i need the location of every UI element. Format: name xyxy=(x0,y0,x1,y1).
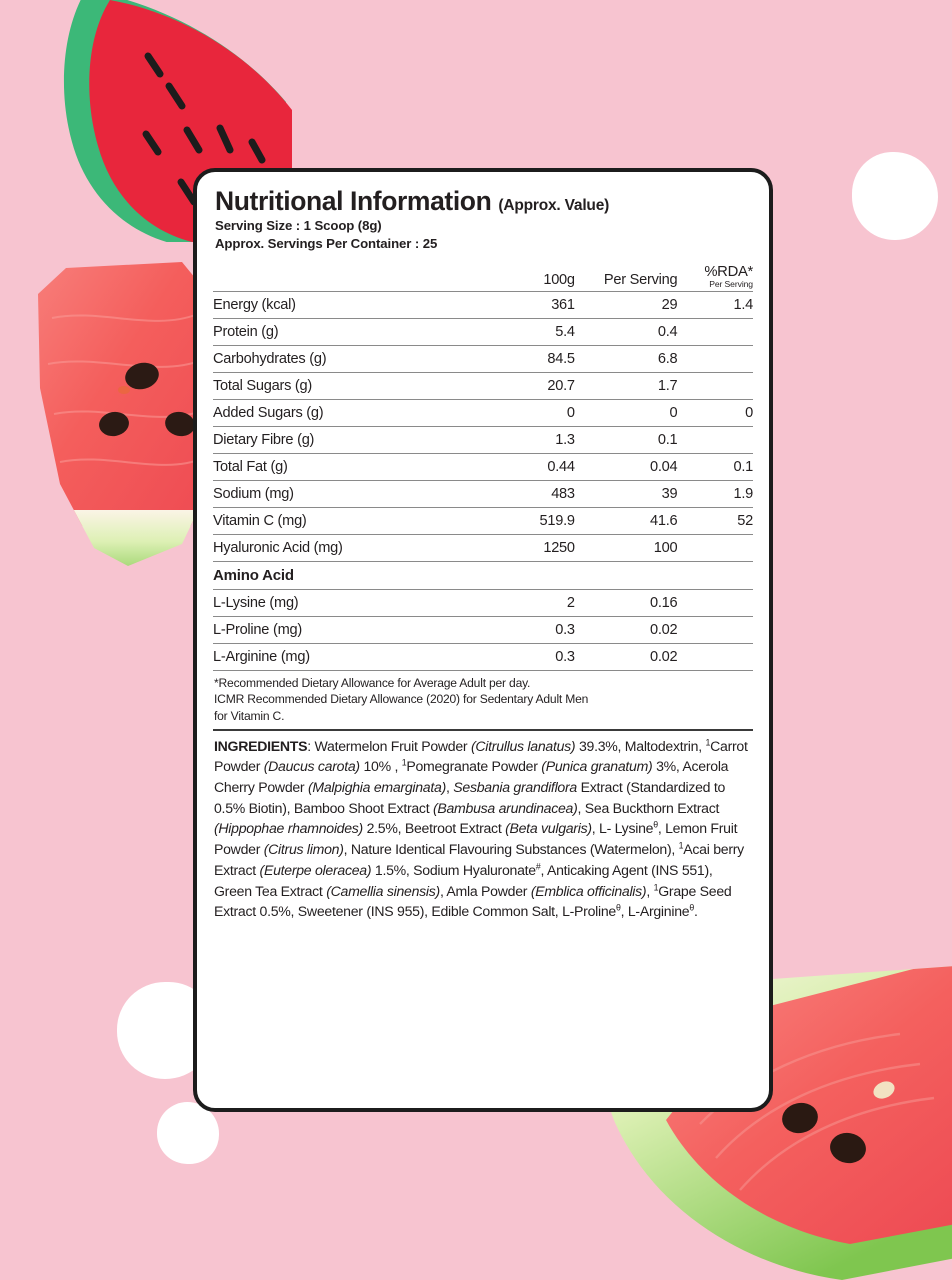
nutrient-name: Carbohydrates (g) xyxy=(213,346,467,373)
column-header-rda-sub: Per Serving xyxy=(709,278,753,289)
nutrient-name: Total Sugars (g) xyxy=(213,373,467,400)
ingredients-label: INGREDIENTS xyxy=(214,737,308,754)
nutrient-100g: 1.3 xyxy=(467,427,575,454)
footnote-line-3: for Vitamin C. xyxy=(214,708,285,723)
nutrient-name: Added Sugars (g) xyxy=(213,400,467,427)
column-header-per-serving: Per Serving xyxy=(603,272,678,289)
nutrient-per-serving: 0.16 xyxy=(575,590,678,617)
nutrient-rda: 0.1 xyxy=(677,454,753,481)
nutrient-name: Total Fat (g) xyxy=(213,454,467,481)
nutrient-name: L-Lysine (mg) xyxy=(213,590,467,617)
nutrient-100g: 84.5 xyxy=(467,346,575,373)
nutrient-100g: 5.4 xyxy=(467,319,575,346)
column-header-rda-main: %RDA* xyxy=(704,263,753,280)
nutrient-rda: 0 xyxy=(677,400,753,427)
column-header-nutrient xyxy=(213,260,467,292)
table-row xyxy=(213,644,753,671)
table-row xyxy=(213,617,753,644)
table-row xyxy=(213,427,753,454)
nutrient-100g: 483 xyxy=(467,481,575,508)
watermelon-photo-left xyxy=(32,248,214,578)
nutrient-rda: 52 xyxy=(677,508,753,535)
nutrition-facts-table xyxy=(213,260,753,670)
nutrient-rda: 1.9 xyxy=(677,481,753,508)
nutrient-per-serving: 1.7 xyxy=(575,373,678,400)
serving-size-text: Serving Size : 1 Scoop (8g) xyxy=(215,217,382,233)
table-row xyxy=(213,346,753,373)
table-header-row xyxy=(213,260,753,292)
nutrient-per-serving: 29 xyxy=(575,292,678,319)
nutrient-per-serving: 6.8 xyxy=(575,346,678,373)
table-row xyxy=(213,508,753,535)
nutrient-per-serving: 0.1 xyxy=(575,427,678,454)
ingredients-block xyxy=(213,736,753,922)
table-row xyxy=(213,454,753,481)
table-row xyxy=(213,481,753,508)
table-header xyxy=(213,260,753,292)
nutrient-name: Energy (kcal) xyxy=(213,292,467,319)
nutrient-name: Protein (g) xyxy=(213,319,467,346)
table-row xyxy=(213,292,753,319)
footnote-block xyxy=(213,671,753,727)
table-row xyxy=(213,319,753,346)
nutrient-name: L-Arginine (mg) xyxy=(213,644,467,671)
nutrient-100g: 0.44 xyxy=(467,454,575,481)
table-row xyxy=(213,535,753,562)
nutrient-rda xyxy=(677,590,753,617)
nutrient-per-serving: 0.02 xyxy=(575,644,678,671)
nutrient-100g: 2 xyxy=(467,590,575,617)
footnote-line-1: *Recommended Dietary Allowance for Average Adult per day. xyxy=(214,676,531,691)
page-title-suffix: (Approx. Value) xyxy=(498,197,610,214)
table-row xyxy=(213,373,753,400)
table-row xyxy=(213,590,753,617)
nutrient-100g: 0 xyxy=(467,400,575,427)
nutrient-rda xyxy=(677,617,753,644)
nutrient-100g: 1250 xyxy=(467,535,575,562)
nutrient-rda xyxy=(677,346,753,373)
nutrient-per-serving: 0.4 xyxy=(575,319,678,346)
nutrient-rda: 1.4 xyxy=(677,292,753,319)
nutrient-rda xyxy=(677,319,753,346)
nutrient-name: Vitamin C (mg) xyxy=(213,508,467,535)
table-section-heading-row xyxy=(213,562,753,590)
nutrient-name: Sodium (mg) xyxy=(213,481,467,508)
nutrient-name: Dietary Fibre (g) xyxy=(213,427,467,454)
ingredients-text: : Watermelon Fruit Powder (Citrullus lanatus) 39.3%, Maltodextrin, $^1$Carrot Powder (Daucus carota) 10% , $^1$Pomegranate Powder (Punica granatum) 3%, Acerola Cherry Powder (Malpighia emarginata), Sesbania grandiflora Extract (Standardized to 0.5% Biotin), Bamboo Shoot Extract (Bambusa arundinacea), Sea Buckthorn Extract (Hippophae rhamnoides) 2.5%, Beetroot Extract (Beta vulgaris), L- Lysine$^\theta$, Lemon Fruit Powder (Citrus limon), Nature Identical Flavouring Substances (Watermelon), $^1$Acai berry Extract (Euterpe oleracea) 1.5%, Sodium Hyaluronate#, Anticaking Agent (INS 551), Green Tea Extract (Camellia sinensis), Amla Powder (Emblica officinalis), $^1$Grape Seed Extract 0.5%, Sweetener (INS 955), Edible Common Salt, L-Proline$^\theta$, L-Arginine$^\theta$. xyxy=(214,736,748,920)
table-row xyxy=(213,400,753,427)
nutrient-per-serving: 41.6 xyxy=(575,508,678,535)
section-heading-amino-acid: Amino Acid xyxy=(213,562,753,590)
decorative-circle-top-right xyxy=(852,152,938,240)
nutrient-rda xyxy=(677,644,753,671)
nutrient-name: L-Proline (mg) xyxy=(213,617,467,644)
nutrition-label-card xyxy=(193,168,773,1112)
nutrient-100g: 0.3 xyxy=(467,644,575,671)
servings-per-container-text: Approx. Servings Per Container : 25 xyxy=(215,236,438,252)
nutrient-100g: 361 xyxy=(467,292,575,319)
nutrient-per-serving: 100 xyxy=(575,535,678,562)
column-header-rda xyxy=(677,260,753,292)
nutrient-rda xyxy=(677,535,753,562)
nutrient-100g: 0.3 xyxy=(467,617,575,644)
nutrient-per-serving: 0.04 xyxy=(575,454,678,481)
nutrient-rda xyxy=(677,373,753,400)
nutrient-name: Hyaluronic Acid (mg) xyxy=(213,535,467,562)
nutrient-100g: 20.7 xyxy=(467,373,575,400)
nutrient-per-serving: 39 xyxy=(575,481,678,508)
nutrient-per-serving: 0 xyxy=(575,400,678,427)
ingredients-divider xyxy=(213,729,753,731)
page-title: Nutritional Information xyxy=(215,186,492,216)
footnote-line-2: ICMR Recommended Dietary Allowance (2020) for Sedentary Adult Men xyxy=(214,692,589,707)
table-body xyxy=(213,292,753,671)
column-header-100g: 100g xyxy=(543,272,575,289)
nutrient-100g: 519.9 xyxy=(467,508,575,535)
card-title-row xyxy=(213,188,753,216)
nutrient-per-serving: 0.02 xyxy=(575,617,678,644)
nutrient-rda xyxy=(677,427,753,454)
